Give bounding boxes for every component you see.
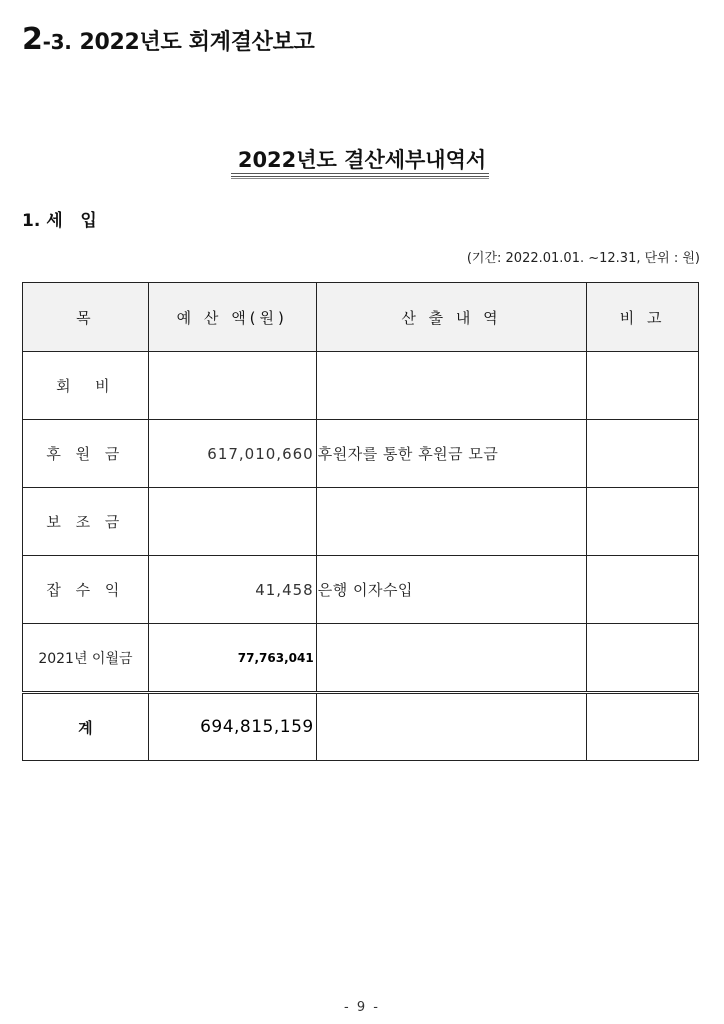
budget-table (22, 282, 699, 761)
row-item: 보 조 금 (23, 488, 149, 556)
document-title: 2022년도 결산세부내역서 (237, 148, 487, 172)
row-description (316, 624, 586, 693)
title-underline-second (231, 178, 489, 179)
title-underline (231, 173, 489, 177)
total-row (23, 693, 699, 761)
row-description (316, 352, 586, 420)
row-note (587, 624, 699, 693)
section-number-minor: -3. (42, 30, 72, 54)
header-budget-amount: 예 산 액(원) (148, 283, 316, 352)
row-item: 잡 수 익 (23, 556, 149, 624)
row-note (587, 556, 699, 624)
table-row (23, 420, 699, 488)
row-amount: 617,010,660 (148, 420, 316, 488)
section-title: 2022년도 회계결산보고 (79, 30, 315, 55)
row-item: 2021년 이월금 (23, 624, 149, 693)
section-heading (22, 22, 315, 57)
total-amount: 694,815,159 (148, 693, 316, 761)
subsection-title: 1. 세 입 (22, 211, 97, 231)
row-amount: 41,458 (148, 556, 316, 624)
section-number-major: 2 (22, 22, 43, 57)
table-header-row (23, 283, 699, 352)
table-row (23, 352, 699, 420)
table-row (23, 624, 699, 693)
row-description: 은행 이자수입 (316, 556, 586, 624)
total-note (587, 693, 699, 761)
row-description (316, 488, 586, 556)
table-row (23, 488, 699, 556)
row-description: 후원자를 통한 후원금 모금 (316, 420, 586, 488)
row-amount (148, 352, 316, 420)
row-note (587, 488, 699, 556)
header-item: 목 (23, 283, 149, 352)
page-number: - 9 - (344, 1000, 380, 1015)
row-item: 회 비 (23, 352, 149, 420)
row-note (587, 352, 699, 420)
header-remarks: 비 고 (587, 283, 699, 352)
header-calculation-details: 산 출 내 역 (316, 283, 586, 352)
row-amount (148, 488, 316, 556)
period-and-unit: (기간: 2022.01.01. ~12.31, 단위 : 원) (466, 251, 700, 266)
row-amount: 77,763,041 (148, 624, 316, 693)
total-description (316, 693, 586, 761)
table-row (23, 556, 699, 624)
row-item: 후 원 금 (23, 420, 149, 488)
row-note (587, 420, 699, 488)
total-label: 계 (23, 693, 149, 761)
